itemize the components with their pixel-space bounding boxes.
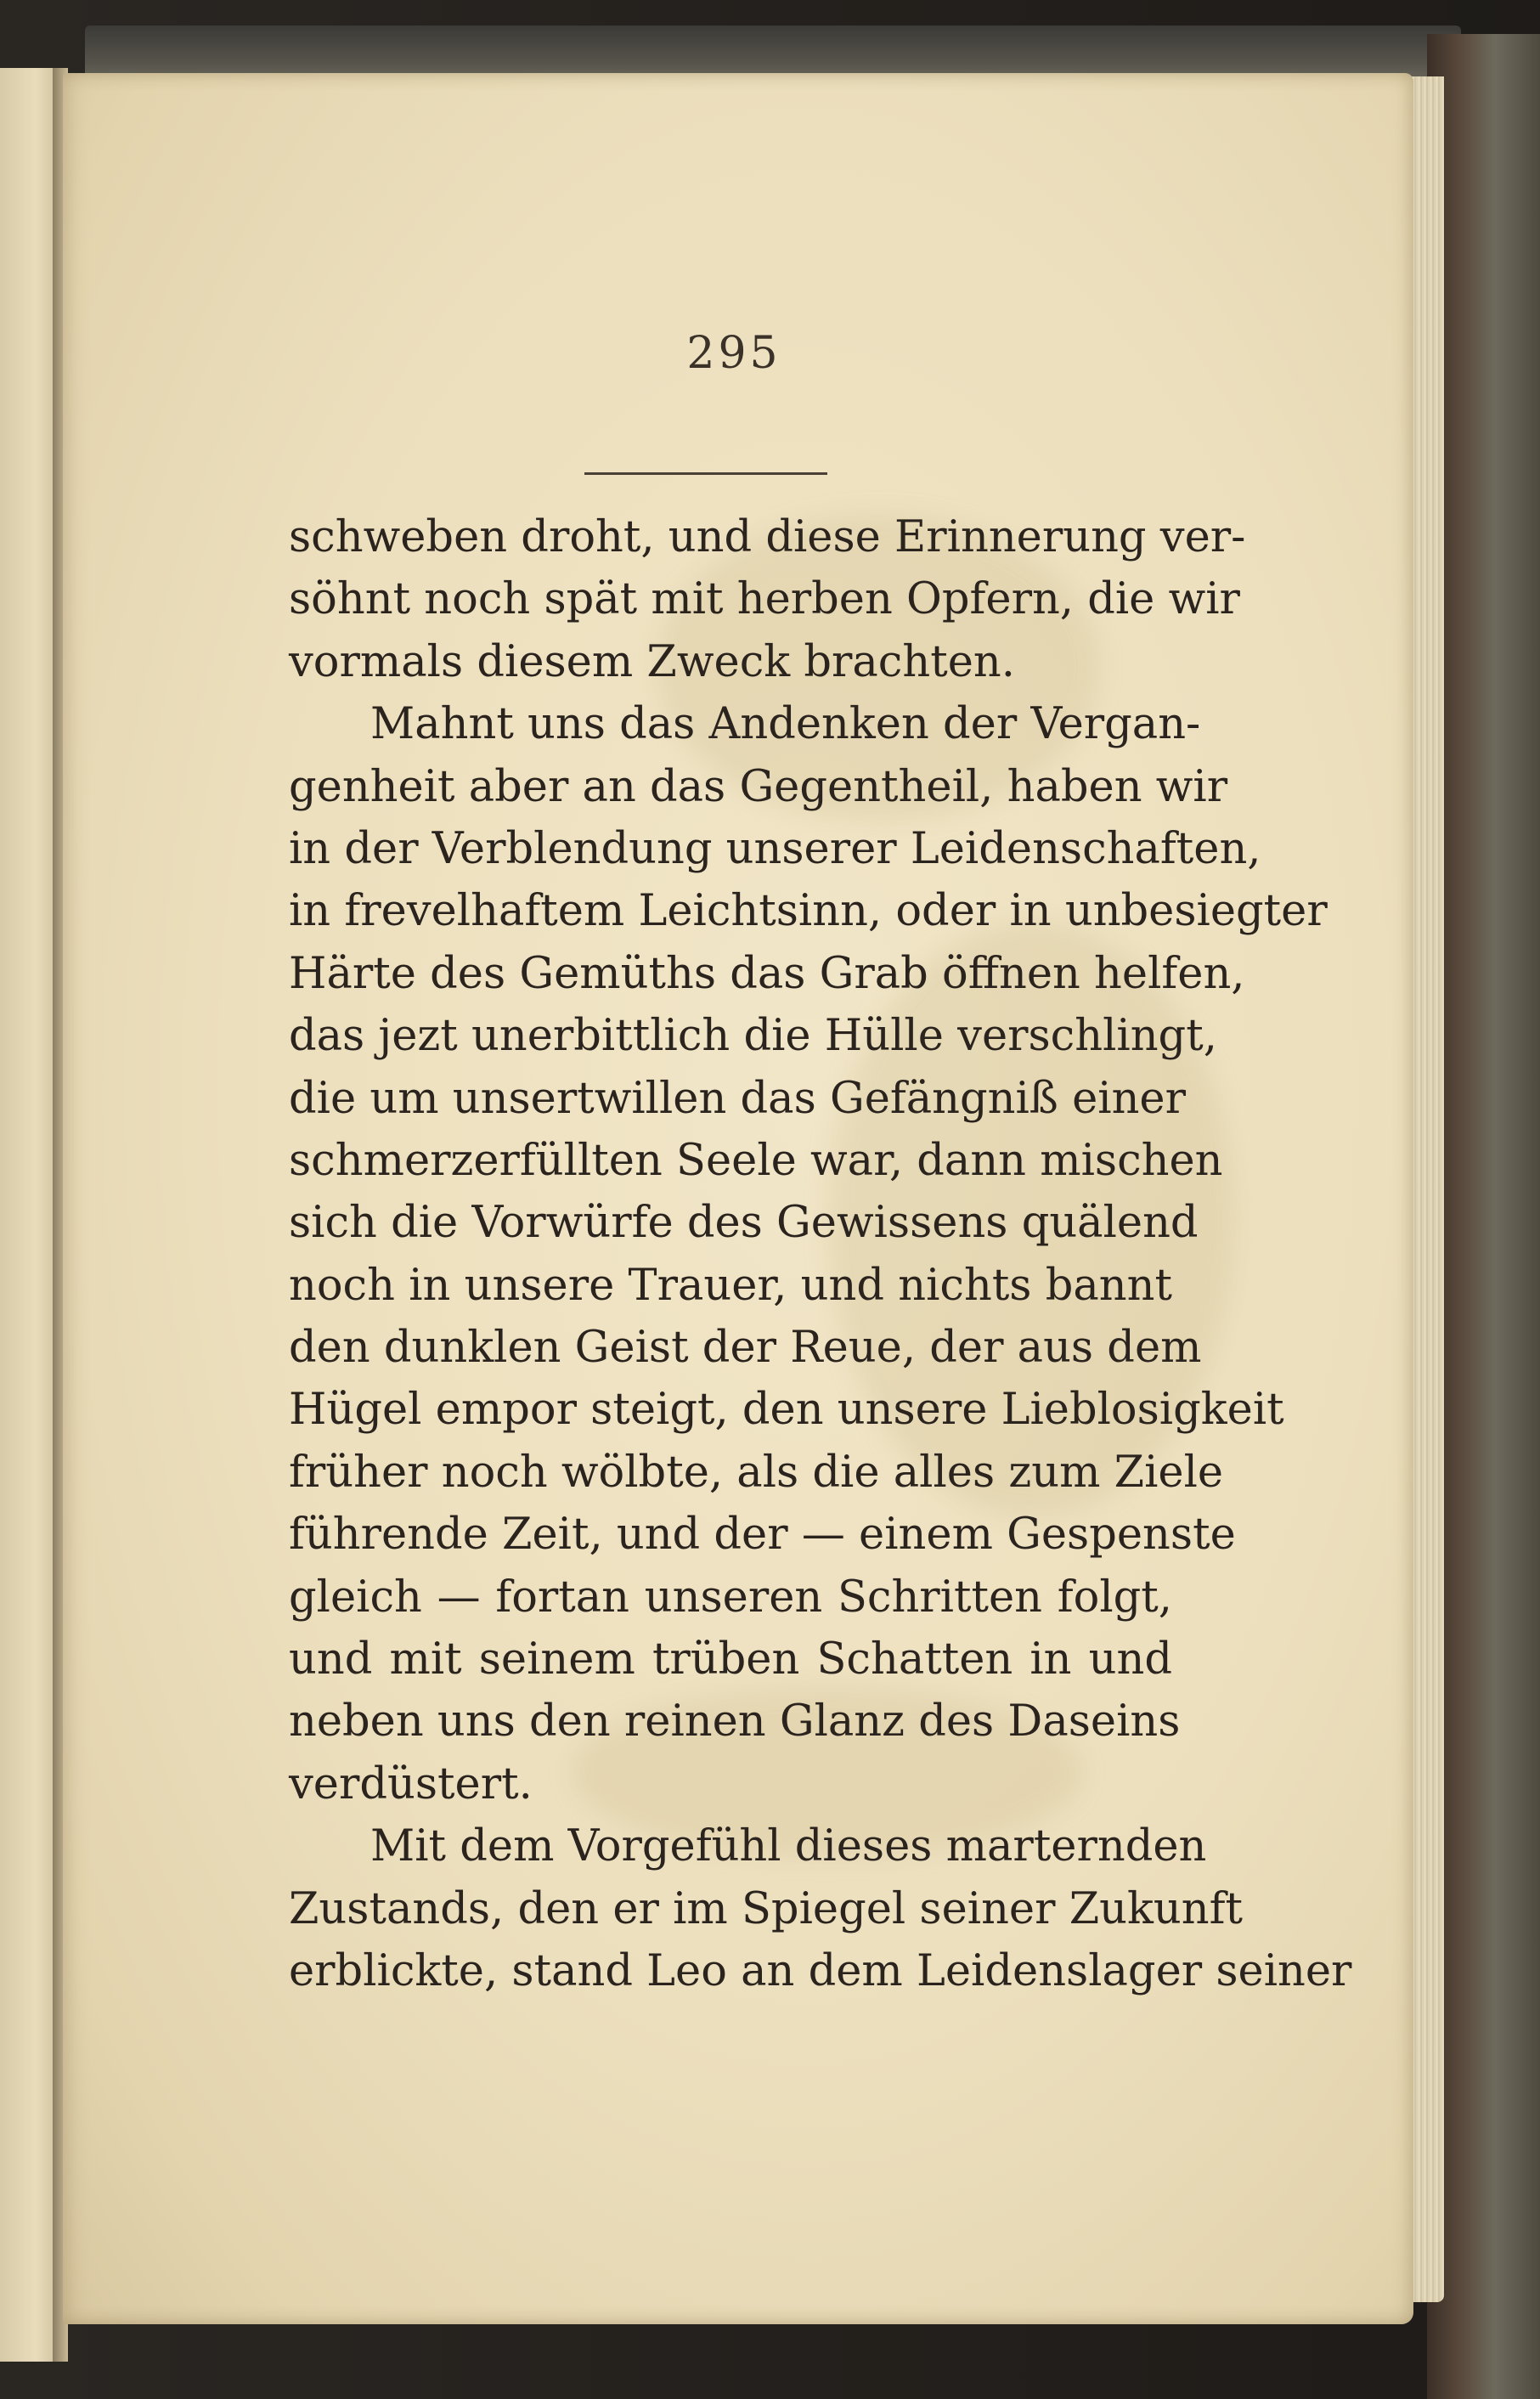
- text-line: noch in unsere Trauer, und nichts bannt: [289, 1260, 1172, 1311]
- text-line: verdüstert.: [289, 1758, 533, 1809]
- body-text: [289, 506, 1352, 2002]
- text-line: sich die Vorwürfe des Gewissens quälend: [289, 1198, 1199, 1249]
- text-line: schweben droht, und diese Erinnerung ver-: [289, 512, 1246, 562]
- header-rule: [584, 472, 827, 475]
- text-line: schmerzerfüllten Seele war, dann mischen: [289, 1135, 1223, 1186]
- page-number: 295: [686, 328, 781, 379]
- text-line: Härte des Gemüths das Grab öffnen helfen,: [289, 948, 1245, 999]
- text-line: Hügel empor steigt, den unsere Lieblosigkeit: [289, 1385, 1284, 1436]
- text-line: vormals diesem Zweck brachten.: [289, 636, 1015, 687]
- text-line: Mit dem Vorgefühl dieses marternden: [370, 1821, 1207, 1872]
- text-line: und mit seinem trüben Schatten in und: [289, 1634, 1172, 1685]
- previous-page-edge: [0, 68, 59, 2362]
- text-line: in der Verblendung unserer Leidenschaften,: [289, 823, 1261, 874]
- text-line: söhnt noch spät mit herben Opfern, die wir: [289, 574, 1240, 625]
- text-line: den dunklen Geist der Reue, der aus dem: [289, 1323, 1202, 1374]
- text-line: in frevelhaftem Leichtsinn, oder in unbesiegter: [289, 886, 1328, 937]
- text-line: früher noch wölbte, als die alles zum Ziele: [289, 1447, 1224, 1498]
- text-line: neben uns den reinen Glanz des Daseins: [289, 1696, 1181, 1747]
- text-line: genheit aber an das Gegentheil, haben wir: [289, 761, 1228, 812]
- text-line: Zustands, den er im Spiegel seiner Zukunft: [289, 1883, 1243, 1934]
- text-line: erblickte, stand Leo an dem Leidenslager seiner: [289, 1945, 1352, 1996]
- text-line: Mahnt uns das Andenken der Vergan-: [370, 699, 1201, 750]
- text-line: führende Zeit, und der — einem Gespenste: [289, 1510, 1236, 1561]
- book-page: [63, 73, 1413, 2324]
- text-line: gleich — fortan unseren Schritten folgt,: [289, 1572, 1172, 1623]
- text-line: das jezt unerbittlich die Hülle verschlingt,: [289, 1011, 1217, 1062]
- text-line: die um unsertwillen das Gefängniß einer: [289, 1073, 1186, 1124]
